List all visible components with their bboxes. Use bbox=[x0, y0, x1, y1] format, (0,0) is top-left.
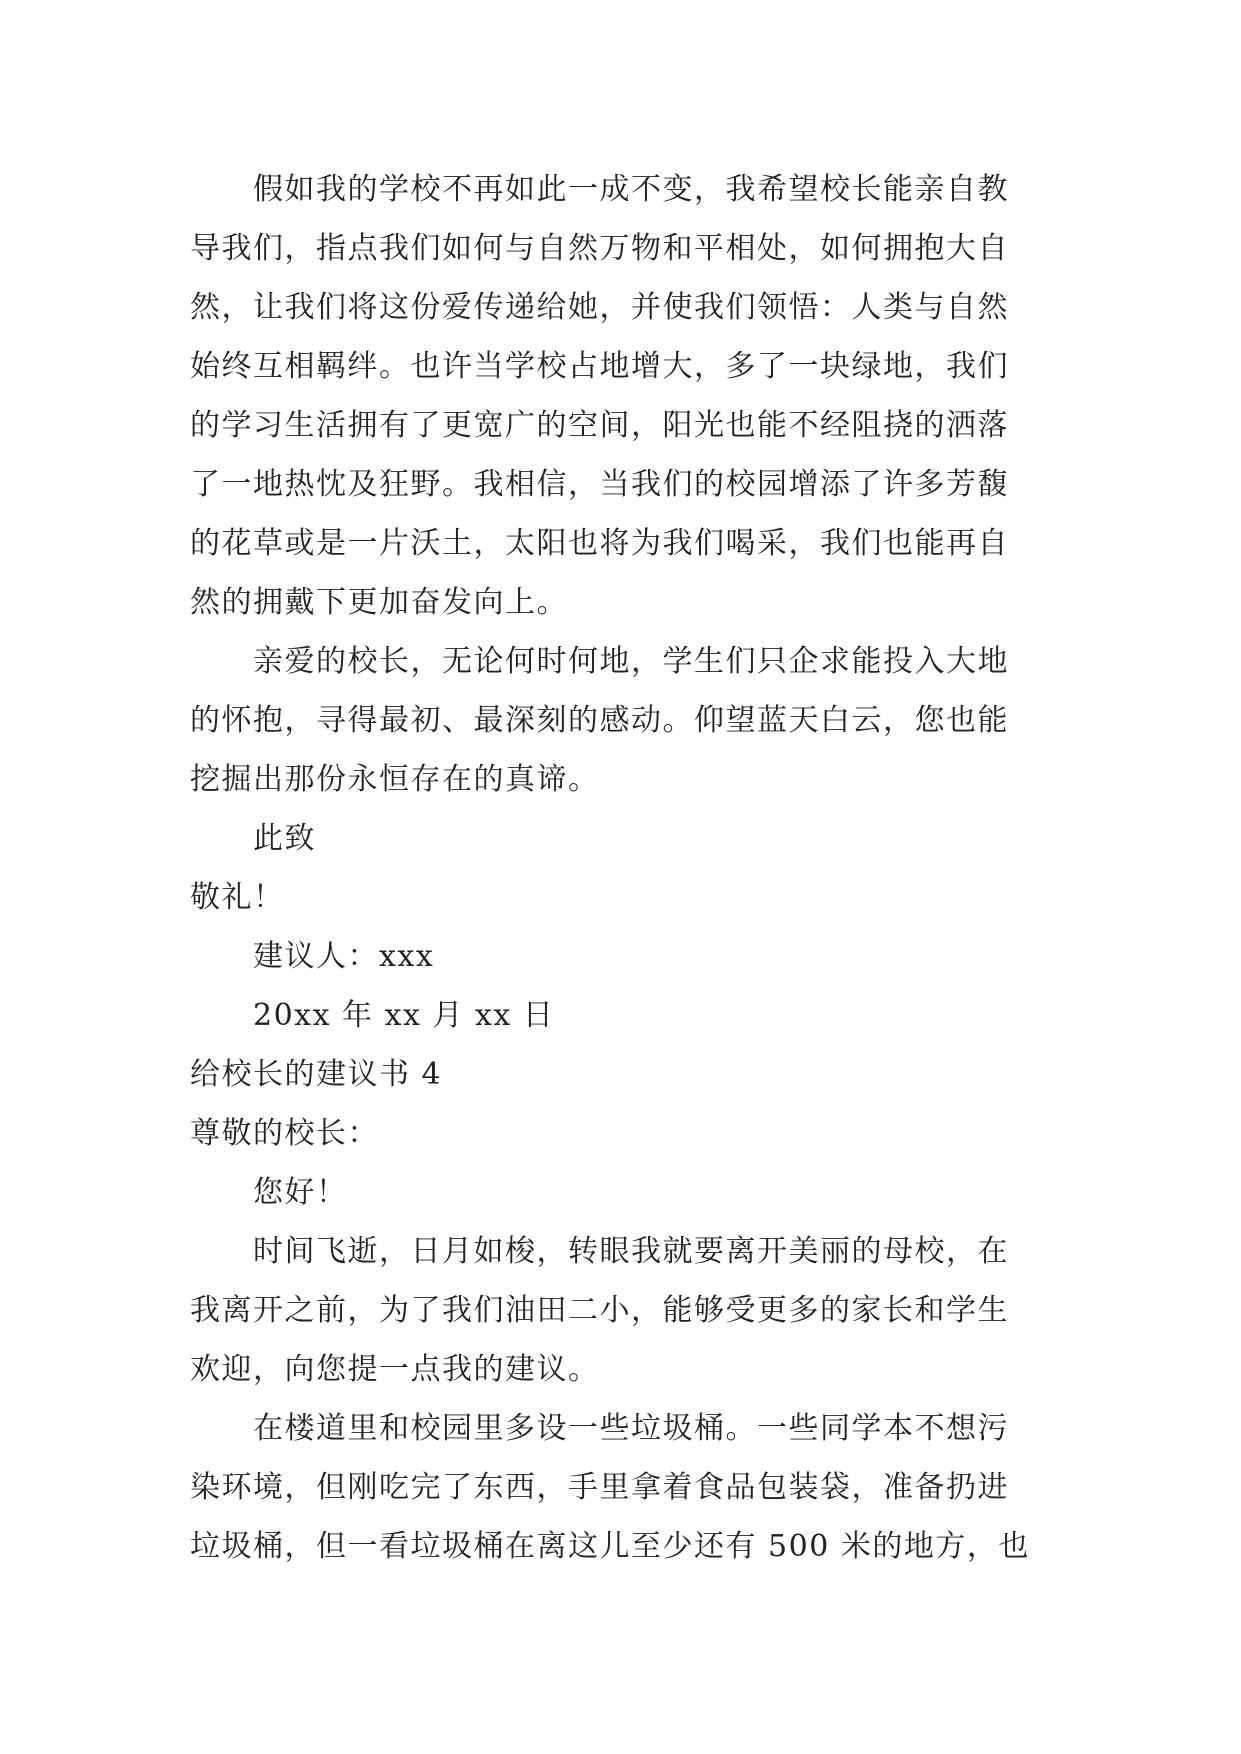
paragraph-line: 垃圾桶，但一看垃圾桶在离这儿至少还有 500 米的地方，也 bbox=[190, 1529, 1030, 1564]
paragraph-line: 了一地热忱及狂野。我相信，当我们的校园增添了许多芳馥 bbox=[190, 467, 1009, 502]
paragraph-line: 假如我的学校不再如此一成不变，我希望校长能亲自教 bbox=[253, 172, 1009, 207]
paragraph-line: 我离开之前，为了我们油田二小，能够受更多的家长和学生 bbox=[190, 1293, 1009, 1328]
closing-salutation: 此致 bbox=[253, 821, 316, 856]
paragraph-line: 时间飞逝，日月如梭，转眼我就要离开美丽的母校，在 bbox=[253, 1234, 1009, 1269]
date-line: 20xx 年 xx 月 xx 日 bbox=[253, 998, 555, 1033]
paragraph-line: 然的拥戴下更加奋发向上。 bbox=[190, 585, 568, 620]
greeting-recipient: 尊敬的校长： bbox=[190, 1116, 379, 1151]
paragraph-line: 染环境，但刚吃完了东西，手里拿着食品包装袋，准备扔进 bbox=[190, 1470, 1009, 1505]
signature-line: 建议人：xxx bbox=[253, 939, 435, 974]
paragraph-line: 亲爱的校长，无论何时何地，学生们只企求能投入大地 bbox=[253, 644, 1009, 679]
greeting: 您好！ bbox=[253, 1175, 348, 1210]
paragraph-line: 的花草或是一片沃土，太阳也将为我们喝采，我们也能再自 bbox=[190, 526, 1009, 561]
paragraph-line: 的怀抱，寻得最初、最深刻的感动。仰望蓝天白云，您也能 bbox=[190, 703, 1009, 738]
paragraph-line: 始终互相羁绊。也许当学校占地增大，多了一块绿地，我们 bbox=[190, 349, 1009, 384]
paragraph-line: 在楼道里和校园里多设一些垃圾桶。一些同学本不想污 bbox=[253, 1411, 1009, 1446]
paragraph-line: 然，让我们将这份爱传递给她，并使我们领悟：人类与自然 bbox=[190, 290, 1009, 325]
closing-regards: 敬礼！ bbox=[190, 880, 285, 915]
paragraph-line: 欢迎，向您提一点我的建议。 bbox=[190, 1352, 600, 1387]
paragraph-line: 导我们，指点我们如何与自然万物和平相处，如何拥抱大自 bbox=[190, 231, 1009, 266]
paragraph-line: 的学习生活拥有了更宽广的空间，阳光也能不经阻挠的洒落 bbox=[190, 408, 1009, 443]
section-title: 给校长的建议书 4 bbox=[190, 1057, 443, 1092]
document-body bbox=[190, 160, 1050, 1576]
paragraph-line: 挖掘出那份永恒存在的真谛。 bbox=[190, 762, 600, 797]
